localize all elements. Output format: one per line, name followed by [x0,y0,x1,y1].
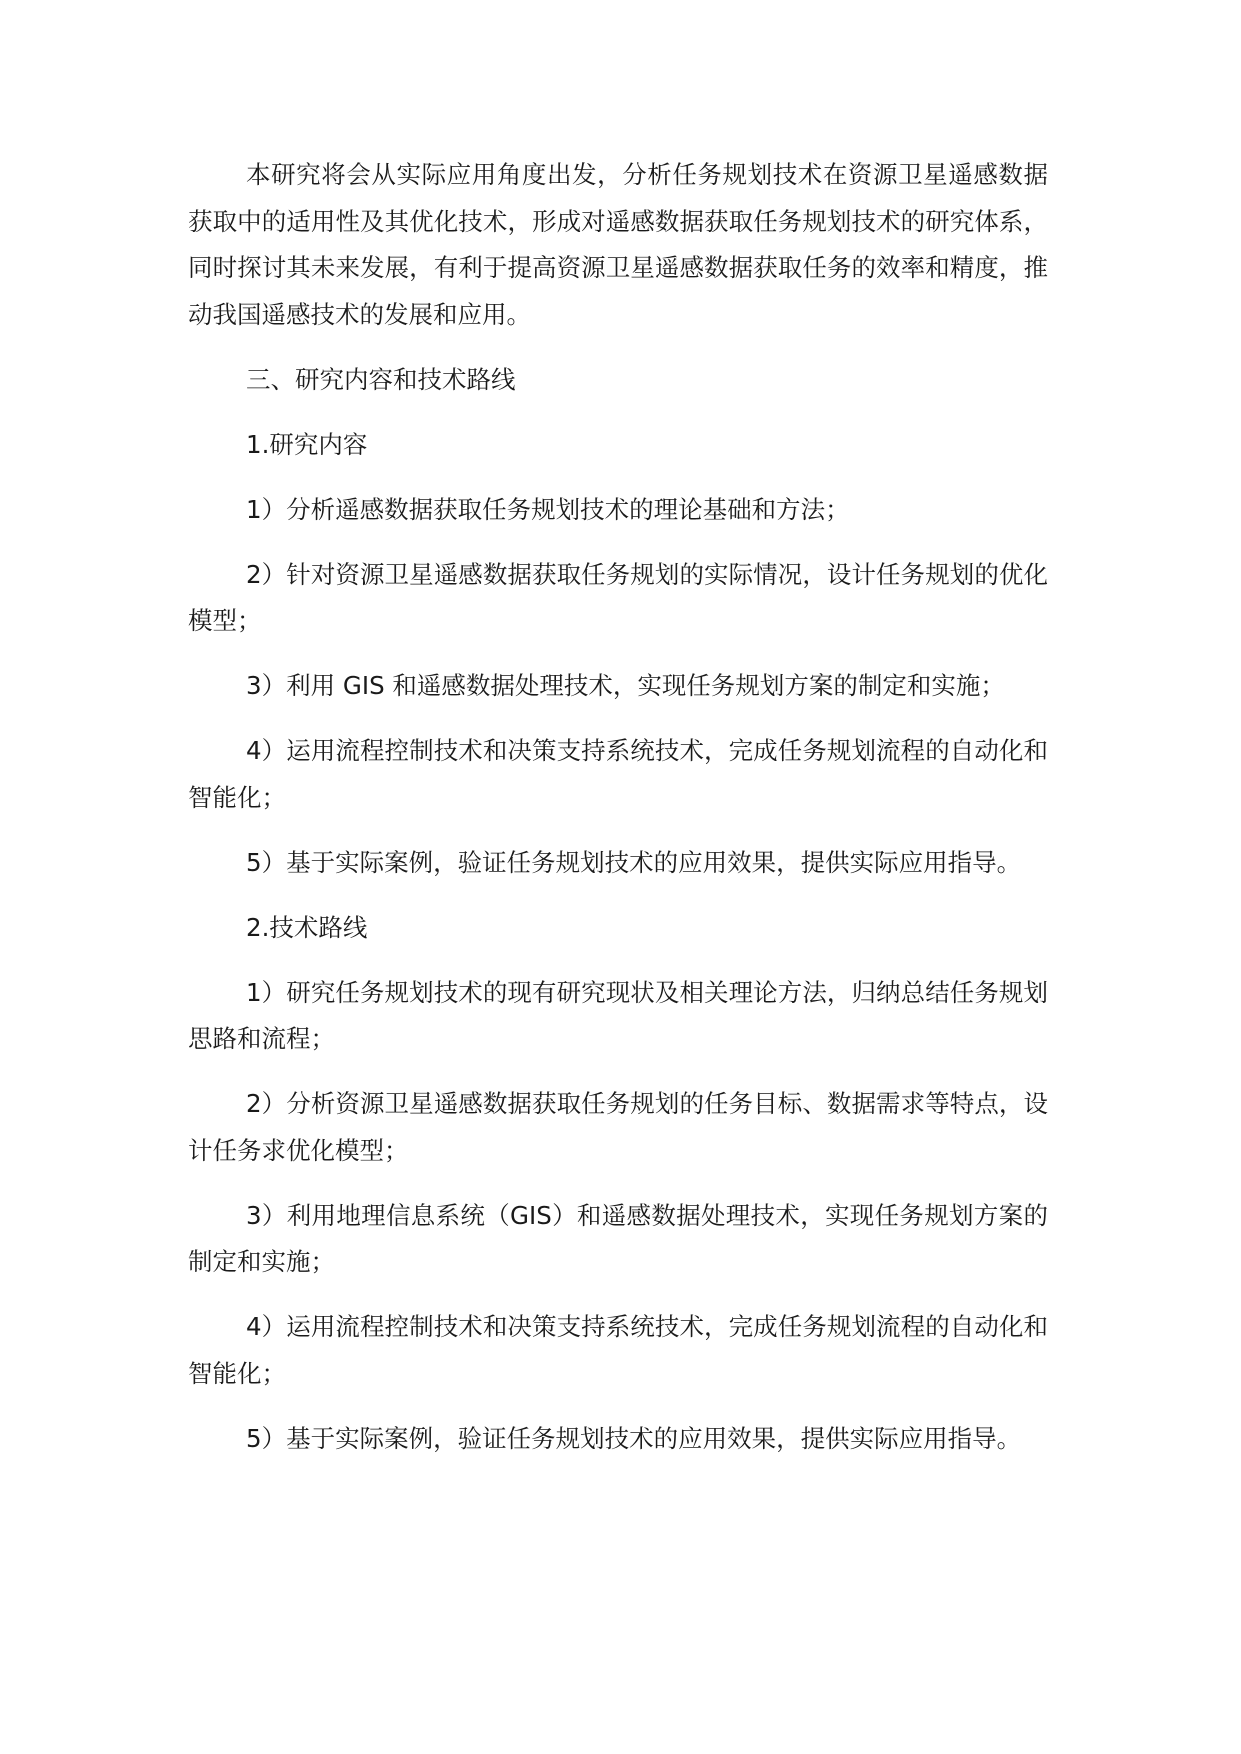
research-content-item-5: 5）基于实际案例，验证任务规划技术的应用效果，提供实际应用指导。 [246,847,1022,877]
research-content-item-2: 2）针对资源卫星遥感数据获取任务规划的实际情况，设计任务规划的优化模型； [188,559,1048,635]
subsection-heading-technical-route: 2.技术路线 [246,912,368,942]
technical-route-item-3: 3）利用地理信息系统（GIS）和遥感数据处理技术，实现任务规划方案的制定和实施； [188,1200,1048,1276]
intro-paragraph: 本研究将会从实际应用角度出发，分析任务规划技术在资源卫星遥感数据获取中的适用性及其优化技术，形成对遥感数据获取任务规划技术的研究体系，同时探讨其未来发展，有利于提高资源卫星遥感数据获取任务的效率和精度，推动我国遥感技术的发展和应用。 [188,160,1048,329]
technical-route-item-5: 5）基于实际案例，验证任务规划技术的应用效果，提供实际应用指导。 [246,1423,1022,1453]
research-content-item-1: 1）分析遥感数据获取任务规划技术的理论基础和方法； [246,494,850,524]
technical-route-item-4: 4）运用流程控制技术和决策支持系统技术，完成任务规划流程的自动化和智能化； [188,1312,1048,1388]
subsection-heading-research-content: 1.研究内容 [246,429,368,459]
document-body [188,152,1048,1462]
research-content-item-4: 4）运用流程控制技术和决策支持系统技术，完成任务规划流程的自动化和智能化； [188,736,1048,812]
section-heading: 三、研究内容和技术路线 [246,364,516,394]
technical-route-item-1: 1）研究任务规划技术的现有研究现状及相关理论方法，归纳总结任务规划思路和流程； [188,977,1048,1053]
technical-route-item-2: 2）分析资源卫星遥感数据获取任务规划的任务目标、数据需求等特点，设计任务求优化模型； [188,1089,1048,1165]
research-content-item-3: 3）利用 GIS 和遥感数据处理技术，实现任务规划方案的制定和实施； [246,671,1005,700]
